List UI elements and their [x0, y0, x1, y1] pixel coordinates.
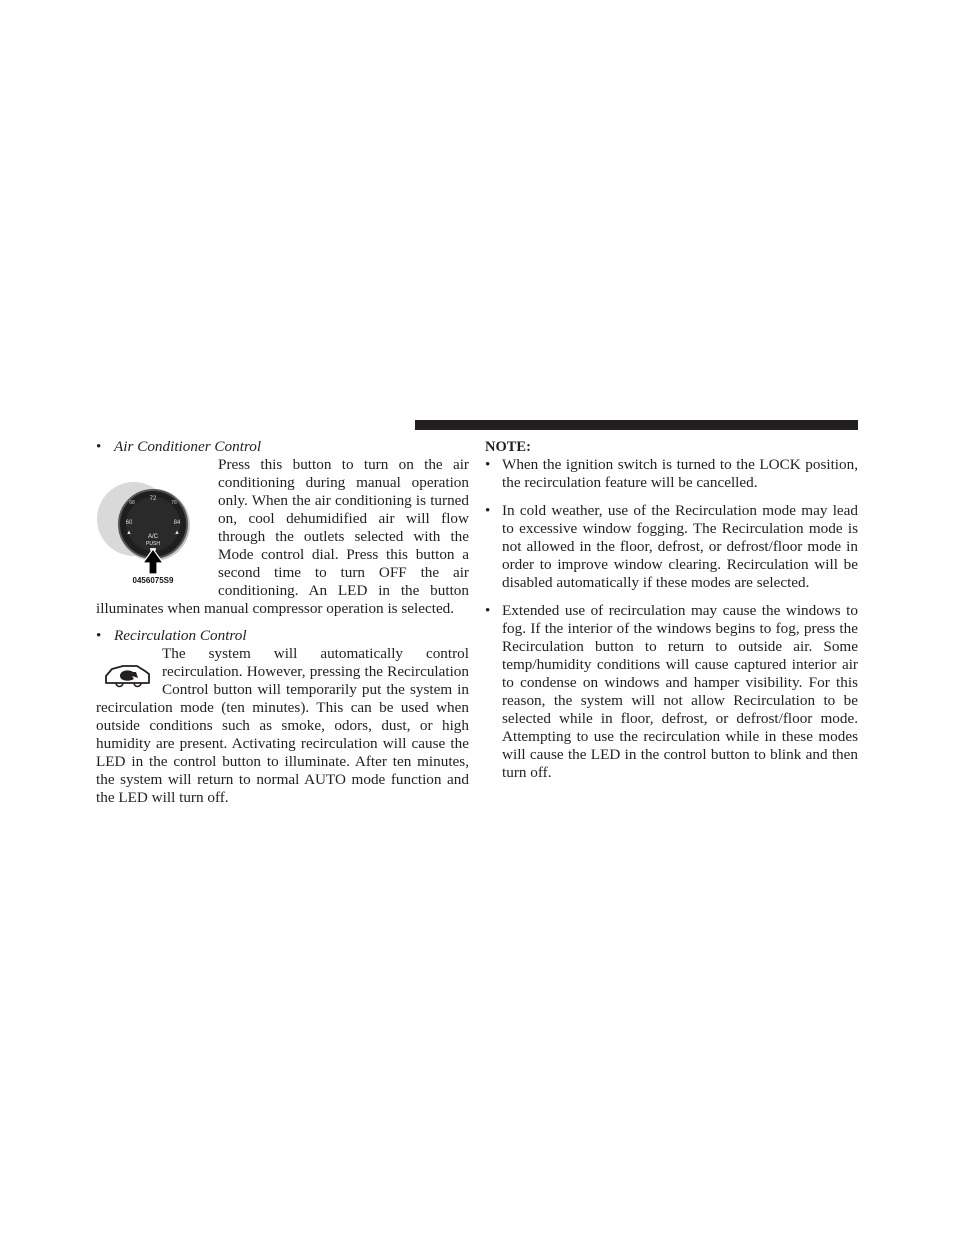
ac-button-label: A/C [147, 534, 159, 540]
left-column [96, 437, 469, 807]
dial-left-label: 60 [125, 520, 133, 526]
note-text: In cold weather, use of the Recirculation mode may lead to excessive window fogging. The Recirculation mode is not allowed in the floor, defrost, or defrost/floor mode in order to improve window clearing. Recirculation will be disabled automatically if these modes are selected. [502, 502, 858, 591]
ac-control-figure [96, 456, 218, 584]
recirc-paragraph: The system will automatically control recirculation. However, pressing the Recirculation Control button will temporarily put the system in recirculation mode (ten minutes). This can be used when outside conditions such as smoke, odors, dust, or high humidity are present. Activating recirculation will cause the LED in the control button to illuminate. After ten minutes, the system will return to normal AUTO mode function and the LED will turn off. [96, 645, 469, 806]
right-column [485, 437, 858, 792]
triangle-icon: ▲ [174, 530, 180, 536]
figure-code: 0456075S9 [132, 576, 174, 584]
push-label: PUSH [146, 541, 160, 547]
dial-tl-label: 68 [129, 500, 135, 506]
bullet: • [485, 456, 491, 473]
note-item [485, 602, 858, 782]
bullet: • [96, 438, 102, 455]
header-rule [415, 420, 858, 430]
note-text: When the ignition switch is turned to the LOCK position, the recirculation feature will be cancelled. [502, 456, 858, 491]
bullet: • [485, 602, 491, 619]
triangle-icon: ▲ [126, 530, 132, 536]
dial-tr-label: 76 [171, 500, 177, 506]
note-item [485, 502, 858, 592]
dial-top-label: 72 [149, 496, 157, 502]
recirculation-car-icon [96, 645, 162, 695]
ac-title: Air Conditioner Control [114, 438, 262, 455]
note-text: Extended use of recirculation may cause the windows to fog. If the interior of the windows begins to fog, press the Recirculation button to return to outside air. Some temp/humidity conditions will cause captured interior air to condense on windows and hamper visibility. For this reason, the system will not allow Recirculation to be selected while in floor, defrost, or defrost/floor mode. Attempting to use the recirculation while in these modes will cause the LED in the control button to blink and then turn off. [502, 602, 858, 781]
ac-heading [96, 438, 469, 456]
ac-paragraph: Press this button to turn on the air conditioning during manual operation only. When the air conditioning is turned on, cool dehumidified air will flow through the outlets selected with the Mode control dial. Press this button a second time to turn OFF the air conditioning. An LED in the button illuminates when manual compressor operation is selected. [96, 456, 469, 617]
bullet: • [96, 627, 102, 644]
recirc-title: Recirculation Control [114, 627, 247, 644]
note-item [485, 456, 858, 492]
recirc-heading [96, 627, 469, 645]
dial-right-label: 84 [173, 520, 181, 526]
bullet: • [485, 502, 491, 519]
note-title: NOTE: [485, 439, 531, 455]
